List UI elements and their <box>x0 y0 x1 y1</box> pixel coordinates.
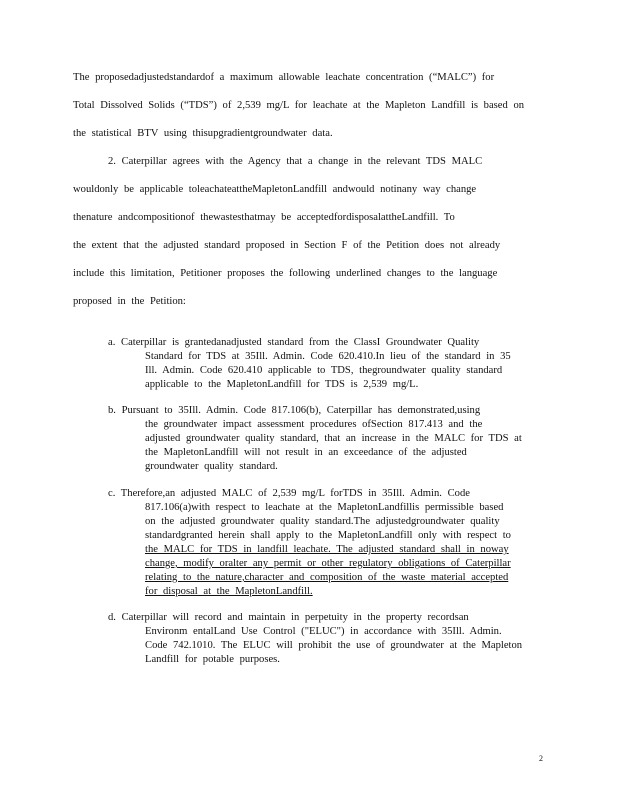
item-c-underlined-line-4: for disposal at the MapletonLandfill. <box>145 586 313 597</box>
item-b-line-3: adjusted groundwater quality standard, that an increase in the MALC for TDS at <box>145 433 522 444</box>
paragraph-2-line-2: wouldonly be applicable toleachateattheMapletonLandfill andwould notinany way change <box>73 184 477 195</box>
item-c-underlined-line-3: relating to the nature,character and composition of the waste material accepted <box>145 572 509 583</box>
item-d-line-3: Code 742.1010. The ELUC will prohibit the use of groundwater at the Mapleton <box>145 640 523 651</box>
item-b-line-5: groundwater quality standard. <box>145 461 278 472</box>
item-c-line-3: on the adjusted groundwater quality standard.The adjustedgroundwater quality <box>145 516 500 527</box>
page-number: 2 <box>539 754 543 763</box>
item-a-line-3: Ill. Admin. Code 620.410 applicable to TDS, thegroundwater quality standard <box>145 365 503 376</box>
item-d-line-4: Landfill for potable purposes. <box>145 654 280 665</box>
item-b-line-4: the MapletonLandfill will not result in an exceedance of the adjusted <box>145 447 467 458</box>
paragraph-1-line-1: The proposedadjustedstandardof a maximum allowable leachate concentration (“MALC”) for <box>73 72 495 83</box>
paragraph-1-line-3: the statistical BTV using thisupgradientgroundwater data. <box>73 128 333 139</box>
item-c-underlined-line-2: change, modify oralter any permit or other regulatory obligations of Caterpillar <box>145 558 511 569</box>
item-c-line-4: standardgranted herein shall apply to the MapletonLandfill only with respect to <box>145 530 511 541</box>
paragraph-2-line-3: thenature andcompositionof thewastesthatmay be acceptedfordisposalattheLandfill. To <box>73 212 455 223</box>
paragraph-2-line-5: include this limitation, Petitioner proposes the following underlined changes to the language <box>73 268 498 279</box>
item-d-line-1: d. Caterpillar will record and maintain in perpetuity in the property recordsan <box>108 612 469 623</box>
item-c-underlined-line-1: the MALC for TDS in landfill leachate. The adjusted standard shall in noway <box>145 544 509 555</box>
item-d-line-2: Environm entalLand Use Control ("ELUC") in accordance with 35Ill. Admin. <box>145 626 502 637</box>
item-a-line-4: applicable to the MapletonLandfill for TDS is 2,539 mg/L. <box>145 379 419 390</box>
item-a-line-2: Standard for TDS at 35Ill. Admin. Code 620.410.In lieu of the standard in 35 <box>145 351 511 362</box>
item-b-line-2: the groundwater impact assessment procedures ofSection 817.413 and the <box>145 419 483 430</box>
item-c-line-1: c. Therefore,an adjusted MALC of 2,539 mg/L forTDS in 35Ill. Admin. Code <box>108 488 470 499</box>
item-a-line-1: a. Caterpillar is grantedanadjusted standard from the ClassI Groundwater Quality <box>108 337 480 348</box>
item-b-line-1: b. Pursuant to 35Ill. Admin. Code 817.106(b), Caterpillar has demonstrated,using <box>108 405 481 416</box>
paragraph-2-line-1: 2. Caterpillar agrees with the Agency that a change in the relevant TDS MALC <box>108 156 483 167</box>
paragraph-1-line-2: Total Dissolved Solids (“TDS”) of 2,539 mg/L for leachate at the Mapleton Landfill is based on <box>73 100 525 111</box>
paragraph-2-line-4: the extent that the adjusted standard proposed in Section F of the Petition does not already <box>73 240 501 251</box>
paragraph-2-line-6: proposed in the Petition: <box>73 296 186 307</box>
item-c-line-2: 817.106(a)with respect to leachate at the MapletonLandfillis permissible based <box>145 502 504 513</box>
